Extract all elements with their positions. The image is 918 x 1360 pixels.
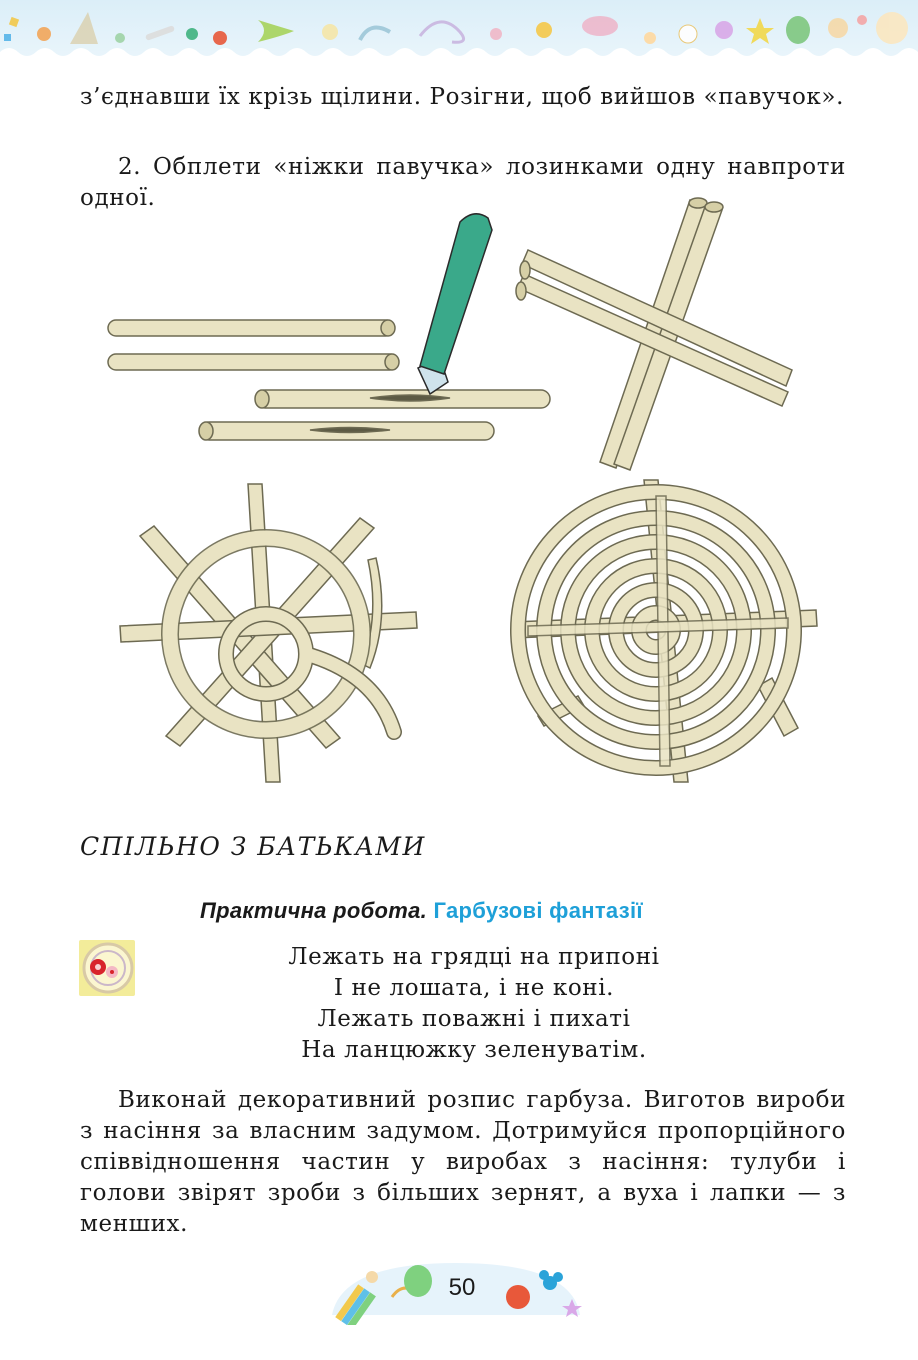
paragraph-continued: з’єднавши їх крізь щілини. Розігни, щоб вийшов «павучок». xyxy=(80,84,844,110)
practical-work-heading xyxy=(200,898,643,924)
task-paragraph: Виконай декоративний розпис гарбуза. Виготов вироби з насіння за власним задумом. Дотримуйся пропорційного співвідношення частин у виробах з насіння: тулуби і голови звірят зроби з більших зернят, а вуха і лапки — з менших. xyxy=(80,1087,846,1237)
wave-edge xyxy=(0,44,918,58)
practical-label: Практична робота. xyxy=(200,898,428,923)
poem-line: На ланцюжку зеленуватім. xyxy=(301,1037,647,1063)
poem-line: Лежать поважні і пихаті xyxy=(317,1006,631,1032)
section-title: СПІЛЬНО З БАТЬКАМИ xyxy=(80,832,426,861)
riddle-badge-icon xyxy=(79,940,135,996)
practical-topic: Гарбузові фантазії xyxy=(433,898,643,923)
page-number: 50 xyxy=(448,1274,476,1301)
figure-rod-cross xyxy=(508,192,808,482)
paragraph-step-2: 2. Обплети «ніжки павучка» лозинками одну навпроти одної. xyxy=(80,154,846,211)
knife xyxy=(418,214,492,394)
poem-line: Лежать на грядці на припоні xyxy=(288,944,660,970)
riddle-poem xyxy=(200,942,748,1066)
figure-cutting-rods xyxy=(100,208,560,448)
poem-line: І не лошата, і не коні. xyxy=(333,975,615,1001)
figure-woven-base xyxy=(508,476,824,786)
top-decorative-band xyxy=(0,0,918,58)
figure-spider-start xyxy=(110,478,428,788)
